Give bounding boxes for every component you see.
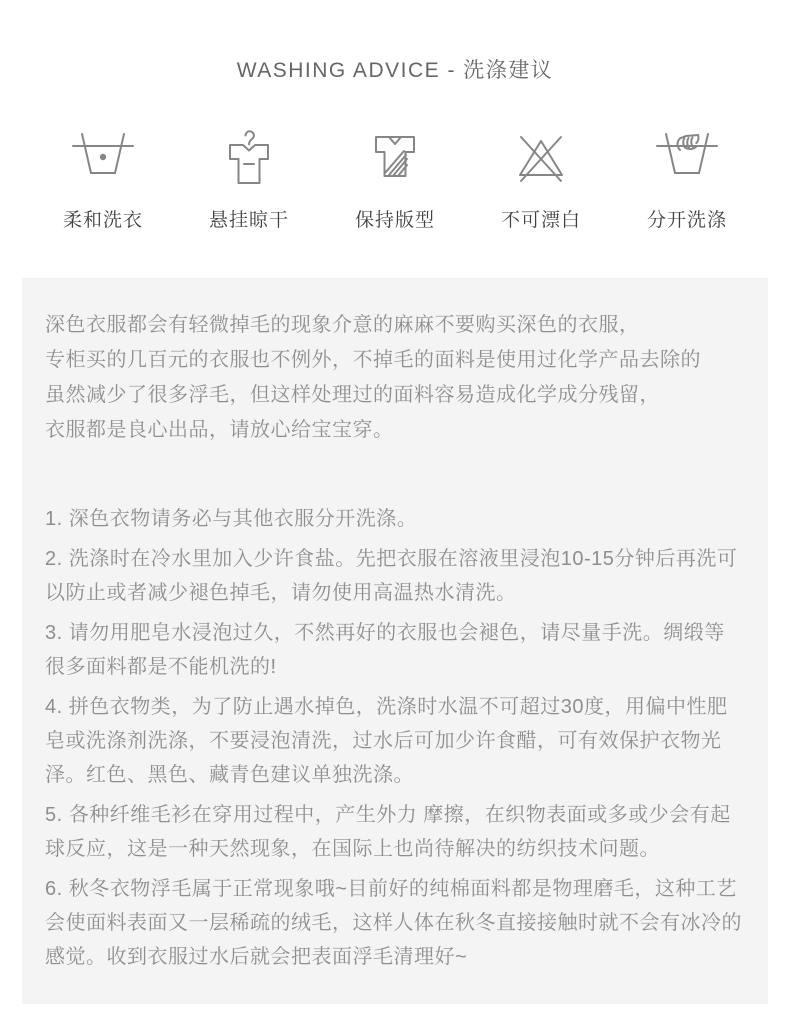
care-item-wash-separately [635,126,739,232]
notice-item: 4. 拼色衣物类，为了防止遇水掉色，洗涤时水温不可超过30度，用偏中性肥皂或洗涤剂洗涤，不要浸泡清洗，过水后可加少许食醋，可有效保护衣物光泽。红色、黑色、藏青色建议单独洗涤。 [45,696,728,786]
washing-notice-box [22,278,768,1004]
notice-item: 2. 洗涤时在冷水里加入少许食盐。先把衣服在溶液里浸泡10-15分钟后再洗可以防止或者减少褪色掉毛，请勿使用高温热水清洗。 [45,548,738,604]
intro-line: 虽然减少了很多浮毛，但这样处理过的面料容易造成化学成分残留， [45,384,660,406]
care-item-label: 悬挂晾干 [208,210,289,231]
care-item-keep-shape [343,126,447,232]
hang-dry-icon [217,126,281,188]
care-item-label: 不可漂白 [500,210,581,231]
notice-items [45,502,744,974]
notice-item: 3. 请勿用肥皂水浸泡过久，不然再好的衣服也会褪色，请尽量手洗。绸缎等很多面料都是不能机洗的! [45,622,725,678]
care-item-label: 柔和洗衣 [62,210,143,231]
no-bleach-icon [509,126,573,188]
intro-line: 深色衣服都会有轻微掉毛的现象介意的麻麻不要购买深色的衣服， [45,314,640,336]
care-item-label: 保持版型 [354,210,435,231]
notice-item: 1. 深色衣物请务必与其他衣服分开洗涤。 [45,508,418,530]
intro-line: 衣服都是良心出品，请放心给宝宝穿。 [45,419,394,441]
gentle-wash-icon [69,126,137,188]
wash-separately-icon [653,126,721,188]
care-item-hang-dry [197,126,301,232]
intro-line: 专柜买的几百元的衣服也不例外，不掉毛的面料是使用过化学产品去除的 [45,349,701,371]
care-icons-row [51,126,739,232]
notice-item: 6. 秋冬衣物浮毛属于正常现象哦~目前好的纯棉面料都是物理磨毛，这种工艺会使面料表面又一层稀疏的绒毛，这样人体在秋冬直接接触时就不会有冰冷的感觉。收到衣服过水后就会把表面浮毛清理好~ [45,878,742,968]
page-title: WASHING ADVICE - 洗涤建议 [236,59,554,82]
care-item-gentle-wash [51,126,155,232]
intro-paragraph [45,308,744,448]
keep-shape-icon [363,126,427,188]
care-item-label: 分开洗涤 [646,210,727,231]
notice-item: 5. 各种纤维毛衫在穿用过程中，产生外力 摩擦，在织物表面或多或少会有起球反应，这是一种天然现象，在国际上也尚待解决的纺织技术问题。 [45,804,731,860]
care-item-no-bleach [489,126,593,232]
